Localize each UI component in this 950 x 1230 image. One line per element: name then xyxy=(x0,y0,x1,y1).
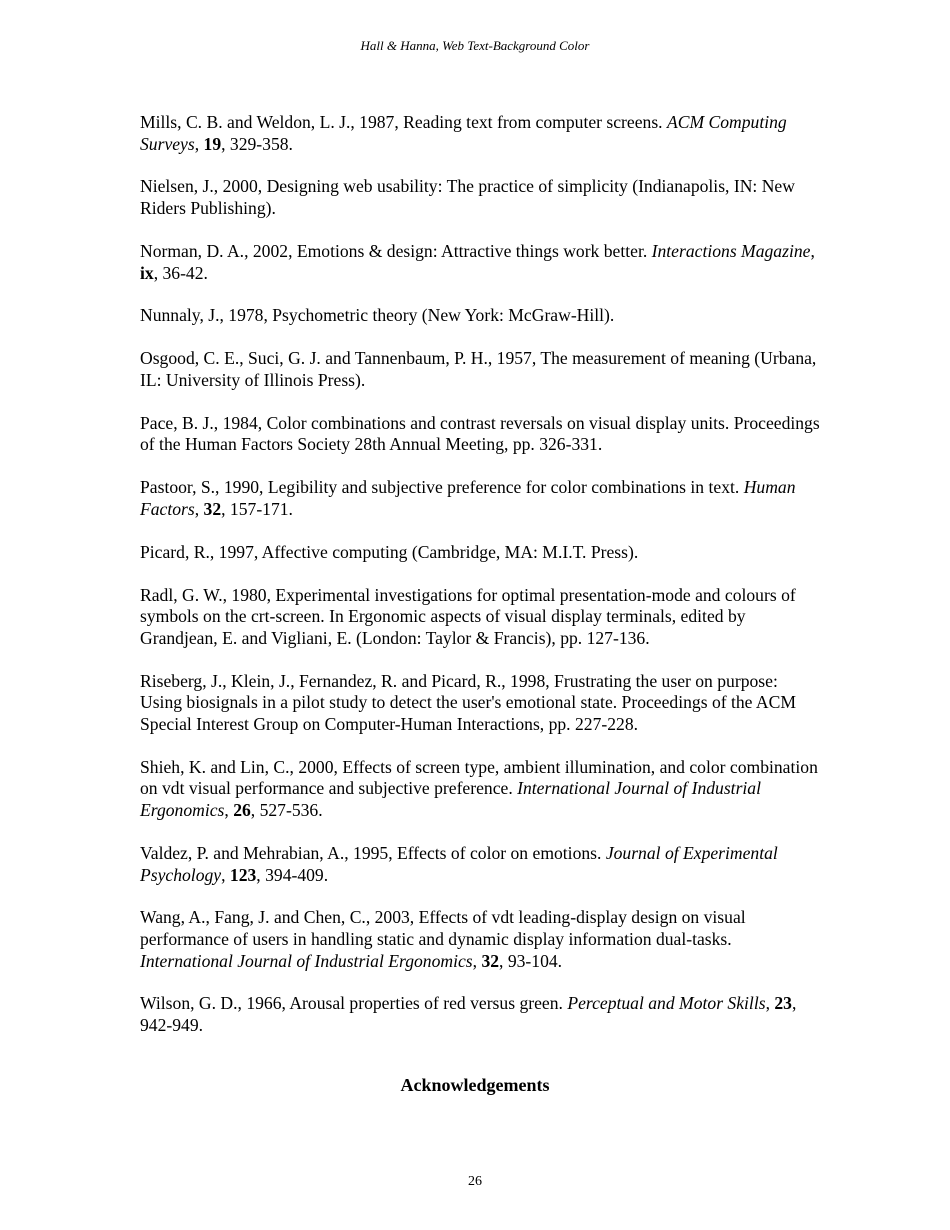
reference-item xyxy=(140,413,820,456)
reference-journal: Perceptual and Motor Skills xyxy=(567,993,766,1014)
reference-separator: , xyxy=(810,240,815,261)
reference-volume: 123 xyxy=(229,864,257,885)
reference-item xyxy=(140,477,820,520)
reference-pages: , 942-949. xyxy=(140,993,797,1036)
reference-volume: 19 xyxy=(203,133,222,154)
reference-text: Osgood, C. E., Suci, G. J. and Tannenbaum, P. H., 1957, The measurement of meaning (Urbana, IL: University of Illinois Press). xyxy=(140,348,817,390)
reference-text: Pastoor, S., 1990, Legibility and subjective preference for color combinations in text. xyxy=(140,477,744,498)
reference-separator: , xyxy=(765,993,775,1014)
reference-text: Radl, G. W., 1980, Experimental investigations for optimal presentation-mode and colours of symbols on the crt-screen. In Ergonomic aspects of visual display terminals, edited by Grandjean, E. and Vigliani, E. (London: Taylor & Francis), pp. 127-136. xyxy=(140,584,796,648)
reference-volume: 32 xyxy=(481,950,500,971)
reference-pages: , 36-42. xyxy=(153,262,208,283)
section-heading: Acknowledgements xyxy=(400,1075,550,1095)
reference-journal: International Journal of Industrial Ergonomics xyxy=(140,778,761,821)
reference-volume: 23 xyxy=(774,993,792,1014)
reference-item xyxy=(140,843,820,886)
reference-pages: , 394-409. xyxy=(256,864,329,885)
reference-text: Mills, C. B. and Weldon, L. J., 1987, Reading text from computer screens. xyxy=(140,112,667,132)
reference-journal: ACM Computing Surveys xyxy=(140,112,787,154)
reference-item xyxy=(140,305,820,327)
reference-pages: , 93-104. xyxy=(499,950,563,971)
reference-text: Shieh, K. and Lin, C., 2000, Effects of screen type, ambient illumination, and color combination on vdt visual performance and subjective preference. xyxy=(140,756,818,799)
reference-text: Riseberg, J., Klein, J., Fernandez, R. and Picard, R., 1998, Frustrating the user on purpose: Using biosignals in a pilot study to detect the user's emotional state. Proceedings of the ACM Special Interest Group on Computer-Human Interactions, pp. 227-228. xyxy=(140,670,797,734)
reference-text: Wang, A., Fang, J. and Chen, C., 2003, Effects of vdt leading-display design on visual performance of users in handling static and dynamic display information dual-tasks. xyxy=(140,907,746,949)
reference-volume: 32 xyxy=(203,498,222,519)
reference-separator: , xyxy=(194,498,204,519)
reference-separator: , xyxy=(194,133,204,154)
reference-text: Picard, R., 1997, Affective computing (Cambridge, MA: M.I.T. Press). xyxy=(140,541,639,562)
reference-separator: , xyxy=(224,800,234,821)
reference-journal: Interactions Magazine xyxy=(651,240,811,261)
reference-journal: Human Factors xyxy=(140,477,796,519)
reference-text: Wilson, G. D., 1966, Arousal properties of red versus green. xyxy=(140,993,568,1014)
reference-separator: , xyxy=(221,864,230,885)
reference-item xyxy=(140,993,820,1036)
reference-text: Norman, D. A., 2002, Emotions & design: Attractive things work better. xyxy=(140,240,652,261)
reference-item xyxy=(140,757,820,822)
reference-item xyxy=(140,112,820,155)
reference-text: Pace, B. J., 1984, Color combinations and contrast reversals on visual display units. Proceedings of the Human Factors Society 28th Annual Meeting, pp. 326-331. xyxy=(140,412,820,455)
reference-item xyxy=(140,348,820,391)
reference-pages: , 527-536. xyxy=(250,800,323,821)
reference-text: Nielsen, J., 2000, Designing web usability: The practice of simplicity (Indianapolis, IN: New Riders Publishing). xyxy=(140,176,795,219)
reference-pages: , 329-358. xyxy=(221,133,293,154)
reference-separator: , xyxy=(472,950,482,971)
reference-item xyxy=(140,671,820,736)
running-header: Hall & Hanna, Web Text-Background Color xyxy=(360,38,590,53)
reference-list xyxy=(140,112,820,1058)
reference-item xyxy=(140,907,820,972)
reference-pages: , 157-171. xyxy=(221,498,293,519)
reference-journal: International Journal of Industrial Ergonomics xyxy=(140,950,473,971)
page-number: 26 xyxy=(468,1174,482,1189)
reference-volume: 26 xyxy=(233,800,251,821)
reference-text: Valdez, P. and Mehrabian, A., 1995, Effects of color on emotions. xyxy=(140,842,606,863)
reference-item xyxy=(140,542,820,564)
reference-item xyxy=(140,176,820,219)
reference-volume: ix xyxy=(140,262,154,283)
reference-journal: Journal of Experimental Psychology xyxy=(140,842,778,885)
reference-item xyxy=(140,241,820,284)
reference-item xyxy=(140,585,820,650)
reference-text: Nunnaly, J., 1978, Psychometric theory (New York: McGraw-Hill). xyxy=(140,305,615,326)
